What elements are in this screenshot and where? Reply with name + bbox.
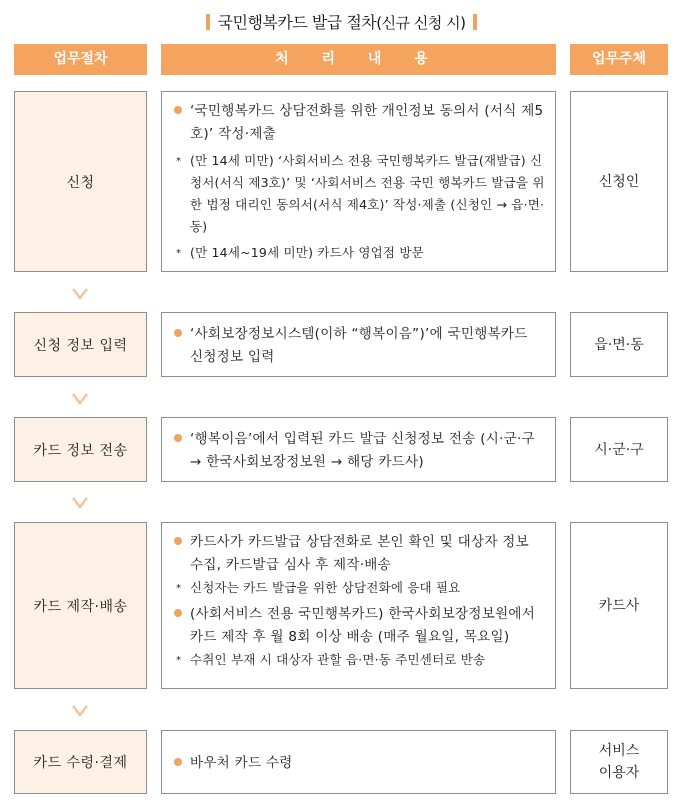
title-right-bar [473,14,477,30]
step-production: 카드 제작·배송 [14,522,147,689]
bullet-dot [174,609,182,617]
title-main: 국민행복카드 발급 절차 [217,13,377,32]
owner-line: 서비스 [598,743,640,759]
bullet-dot [174,434,182,442]
note-text: 수취인 부재 시 대상자 관할 읍·면·동 주민센터로 반송 [190,652,486,667]
bullet-dot [174,329,182,337]
diagram-title [0,10,683,33]
list-item [174,531,545,577]
step-apply: 신청 [14,91,147,272]
list-item [174,428,545,474]
owner-apply: 신청인 [570,91,668,272]
item-text: 바우처 카드 수령 [190,754,293,771]
arrow-down-icon [72,287,88,301]
owner-production: 카드사 [570,522,668,689]
list-item [174,752,545,775]
item-text: 카드사가 카드발급 상담전화로 본인 확인 및 대상자 정보 수집, 카드발급 심사 후 제작·배송 [190,534,529,573]
item-text: (사회서비스 전용 국민행복카드) 한국사회보장정보원에서 카드 제작 후 월 8회 이상 배송 (매주 월요일, 목요일) [190,606,536,645]
bullet-dot [174,758,182,766]
arrow-down-icon [72,392,88,406]
content-receive [161,730,556,794]
list-item [174,603,545,649]
content-input [161,312,556,377]
owner-line: 이용자 [598,765,640,781]
note-item [174,242,545,264]
title-sub: (신규 신청 시) [376,14,466,32]
owner-receive [570,730,668,794]
arrow-down-icon [72,496,88,510]
header-step: 업무절차 [14,44,147,75]
bullet-dot [174,106,182,114]
header-owner: 업무주체 [570,44,668,75]
step-transmit: 카드 정보 전송 [14,417,147,482]
note-item [174,150,545,238]
item-text: ‘행복이음’에서 입력된 카드 발급 신청정보 전송 (시·군·구 → 한국사회보장정보원 → 해당 카드사) [190,430,535,470]
note-text: 신청자는 카드 발급을 위한 상담전화에 응대 필요 [190,580,461,595]
asterisk-icon: * [176,655,182,666]
note-item [174,577,545,599]
step-receive: 카드 수령·결제 [14,730,147,794]
content-production [161,522,556,689]
list-item [174,100,545,146]
asterisk-icon: * [176,156,182,167]
item-text: ‘사회보장정보시스템(이하 “행복이음”)’에 국민행복카드 신청정보 입력 [190,325,528,365]
note-text: (만 14세 미만) ‘사회서비스 전용 국민행복카드 발급(재발급) 신청서(서식 제3호)’ 및 ‘사회서비스 전용 국민 행복카드 발급을 위한 법정 대리인 동의서(서식 제4호)’ 작성·제출 (신청인 → 읍·면·동) [190,153,545,234]
item-text: ‘국민행복카드 상담전화를 위한 개인정보 동의서 (서식 제5호)’ 작성·제출 [190,103,544,142]
content-transmit [161,417,556,482]
owner-input: 읍·면·동 [570,312,668,377]
note-text: (만 14세~19세 미만) 카드사 영업점 방문 [190,245,424,260]
step-input: 신청 정보 입력 [14,312,147,377]
content-apply [161,91,556,272]
header-content: 처 리 내 용 [161,44,556,75]
arrow-down-icon [72,704,88,718]
asterisk-icon: * [176,583,182,594]
title-left-bar [206,14,210,30]
bullet-dot [174,537,182,545]
owner-transmit: 시·군·구 [570,417,668,482]
list-item [174,323,545,369]
asterisk-icon: * [176,248,182,259]
note-item [174,649,545,671]
